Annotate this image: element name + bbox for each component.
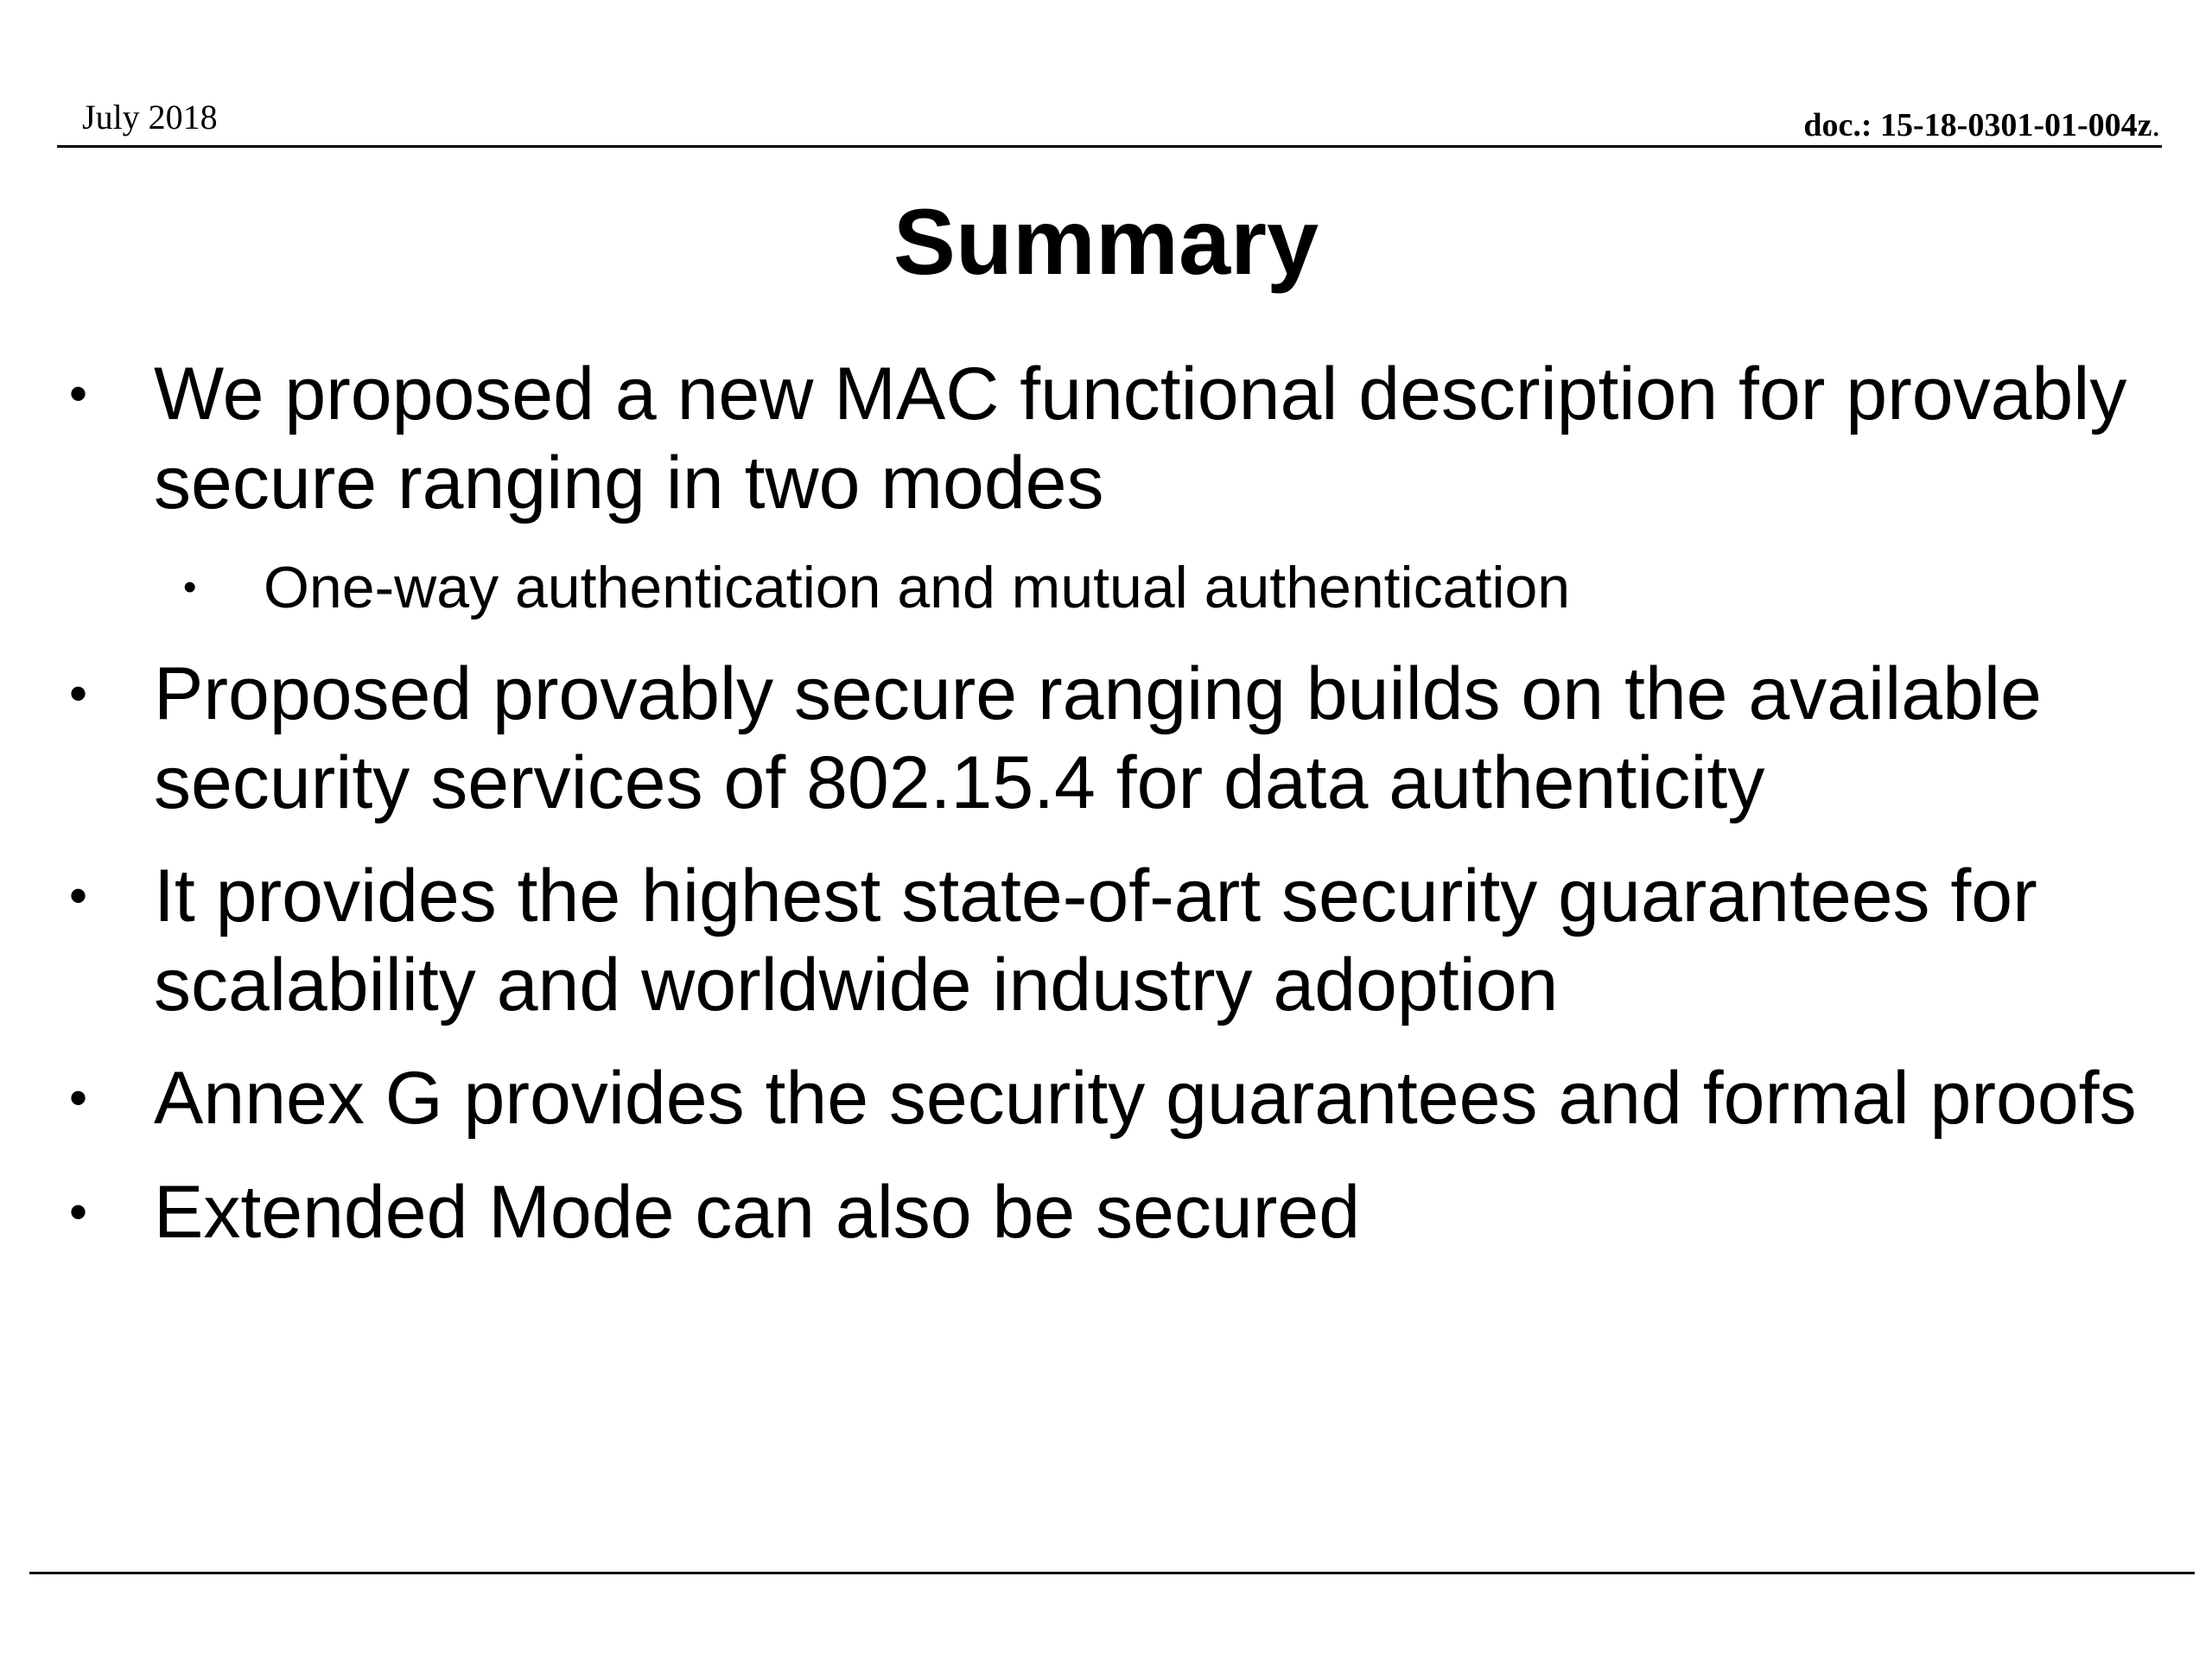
sub-bullet-text: One-way authentication and mutual authentication [264, 555, 1571, 620]
bullet-dot: • [69, 365, 88, 423]
bullet-text-line: secure ranging in two modes [154, 442, 1104, 524]
bullet-dot: • [183, 566, 197, 608]
footer-rule [29, 1572, 2195, 1574]
bullet-text-line: Proposed provably secure ranging builds on the available [154, 652, 2042, 735]
doc-id-text: doc.: 15-18-0301-01-004z [1803, 107, 2152, 143]
bullet-dot: • [69, 664, 88, 722]
bullet-text-line: security services of 802.15.4 for data authenticity [154, 741, 1765, 824]
bullet-dot: • [69, 1183, 88, 1241]
bullet-text-line: Extended Mode can also be secured [154, 1171, 1361, 1254]
bullet-dot: • [69, 867, 88, 925]
bullet-text-line: It provides the highest state-of-art security guarantees for [154, 855, 2037, 938]
bullet-text-line: Annex G provides the security guarantees and formal proofs [154, 1057, 2137, 1140]
bullet-dot: • [69, 1069, 88, 1127]
header-date: July 2018 [82, 98, 218, 137]
doc-id-suffix: . [2152, 107, 2160, 143]
slide-title: Summary [893, 189, 1319, 294]
bullet-text-line: We proposed a new MAC functional description for provably [154, 353, 2127, 435]
bullet-text-line: scalability and worldwide industry adoption [154, 944, 1559, 1027]
